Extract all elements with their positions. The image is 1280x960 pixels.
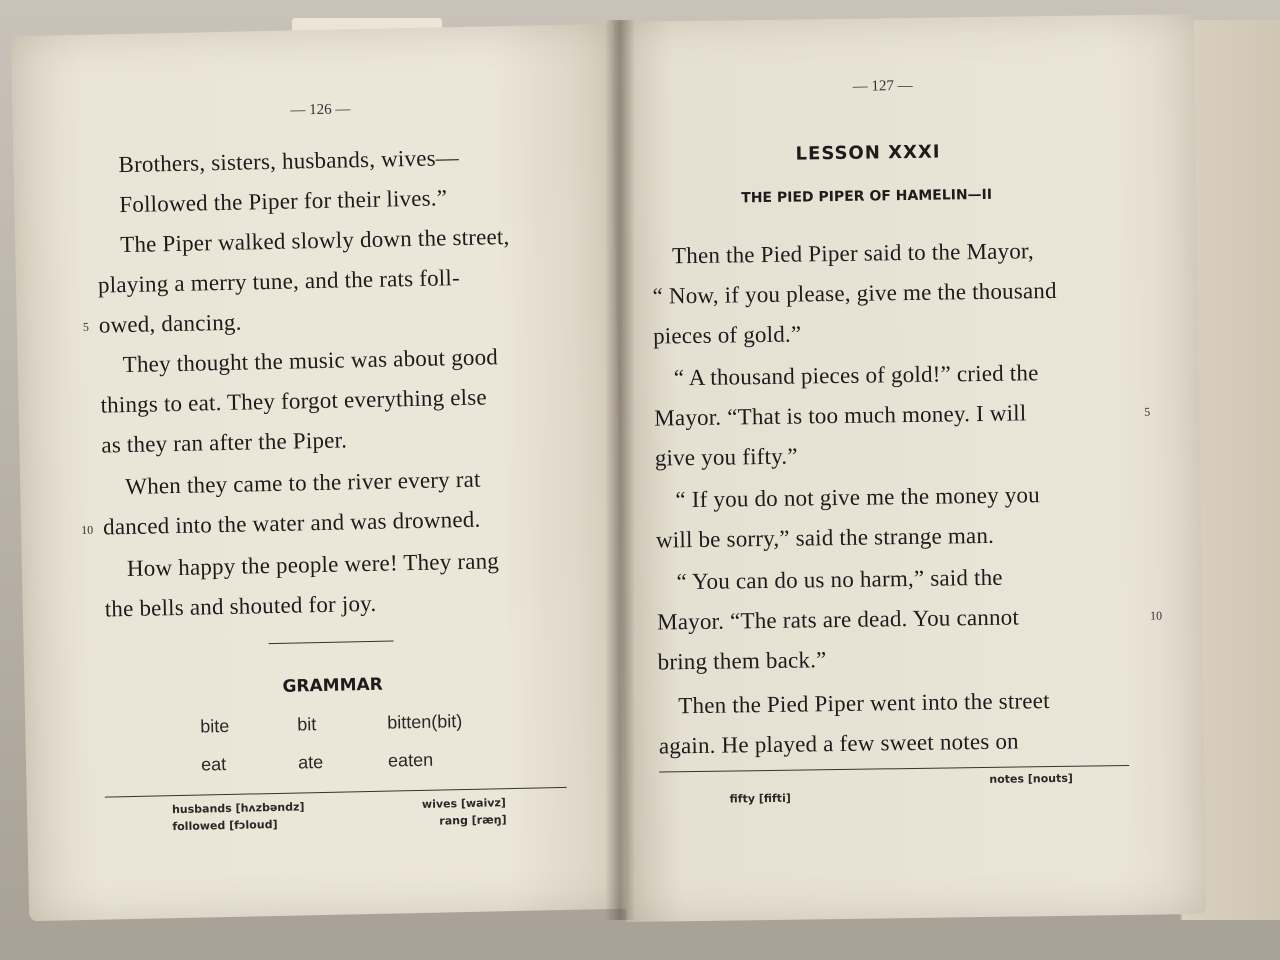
lesson-title: LESSON XXXI (795, 141, 941, 165)
text-line: playing a merry tune, and the rats foll- (97, 265, 461, 298)
text-line: will be sorry,” said the strange man. (655, 522, 995, 553)
text-line: bring them back.” (657, 647, 827, 675)
text-line: The Piper walked slowly down the street, (119, 223, 510, 258)
text-line: as they ran after the Piper. (101, 427, 348, 458)
grammar-cell: ate (297, 752, 324, 773)
text-line: Brothers, sisters, husbands, wives— (118, 145, 460, 178)
line-number: 10 (81, 522, 94, 538)
text-line: Followed the Piper for their lives.” (119, 185, 448, 218)
text-line: Mayor. “The rats are dead. You cannot (656, 604, 1020, 635)
grammar-cell: bite (200, 715, 230, 737)
text-line: How happy the people were! They rang (126, 548, 500, 582)
text-line: owed, dancing. (98, 309, 242, 338)
text-line: give you fifty.” (654, 443, 798, 471)
line-number: 5 (1144, 404, 1151, 419)
footnote: notes [nouts] (989, 771, 1074, 786)
text-line: pieces of gold.” (652, 321, 802, 349)
page-number-left: — 126 — (290, 101, 351, 119)
text-line: Mayor. “That is too much money. I will (654, 400, 1027, 431)
text-line: Then the Pied Piper said to the Mayor, (671, 238, 1034, 269)
text-line: “ A thousand pieces of gold!” cried the (673, 360, 1039, 391)
page-number-right: — 127 — (852, 77, 913, 95)
grammar-cell: bitten(bit) (387, 711, 463, 733)
footnote: rang [ræŋ] (439, 813, 507, 828)
grammar-cell: bit (297, 714, 317, 735)
section-divider (269, 640, 394, 644)
text-line: danced into the water and was drowned. (102, 506, 481, 540)
text-line: the bells and shouted for joy. (104, 590, 377, 622)
line-number: 5 (82, 319, 90, 334)
text-line: “ Now, if you please, give me the thousand (652, 277, 1057, 309)
footnote: followed [fɔloud] (172, 817, 278, 834)
text-line: When they came to the river every rat (124, 466, 481, 500)
book-gutter (605, 20, 635, 920)
text-line: again. He played a few sweet notes on (658, 728, 1019, 759)
footnote: wives [waivz] (421, 796, 507, 811)
text-line: Then the Pied Piper went into the street (678, 688, 1050, 719)
grammar-heading: GRAMMAR (282, 674, 383, 697)
grammar-cell: eaten (387, 749, 434, 771)
footnote: husbands [hʌzbəndz] (171, 800, 305, 817)
right-page (614, 14, 1207, 922)
text-line: “ If you do not give me the money you (675, 482, 1041, 513)
text-line: They thought the music was about good (122, 344, 499, 378)
lesson-subtitle: THE PIED PIPER OF HAMELIN—II (741, 186, 993, 207)
grammar-cell: eat (200, 754, 227, 775)
line-number: 10 (1149, 608, 1163, 623)
text-line: things to eat. They forgot everything else (100, 384, 488, 418)
footnote: fifty [fifti] (729, 791, 791, 806)
text-line: “ You can do us no harm,” said the (676, 564, 1003, 595)
left-page (11, 24, 629, 921)
